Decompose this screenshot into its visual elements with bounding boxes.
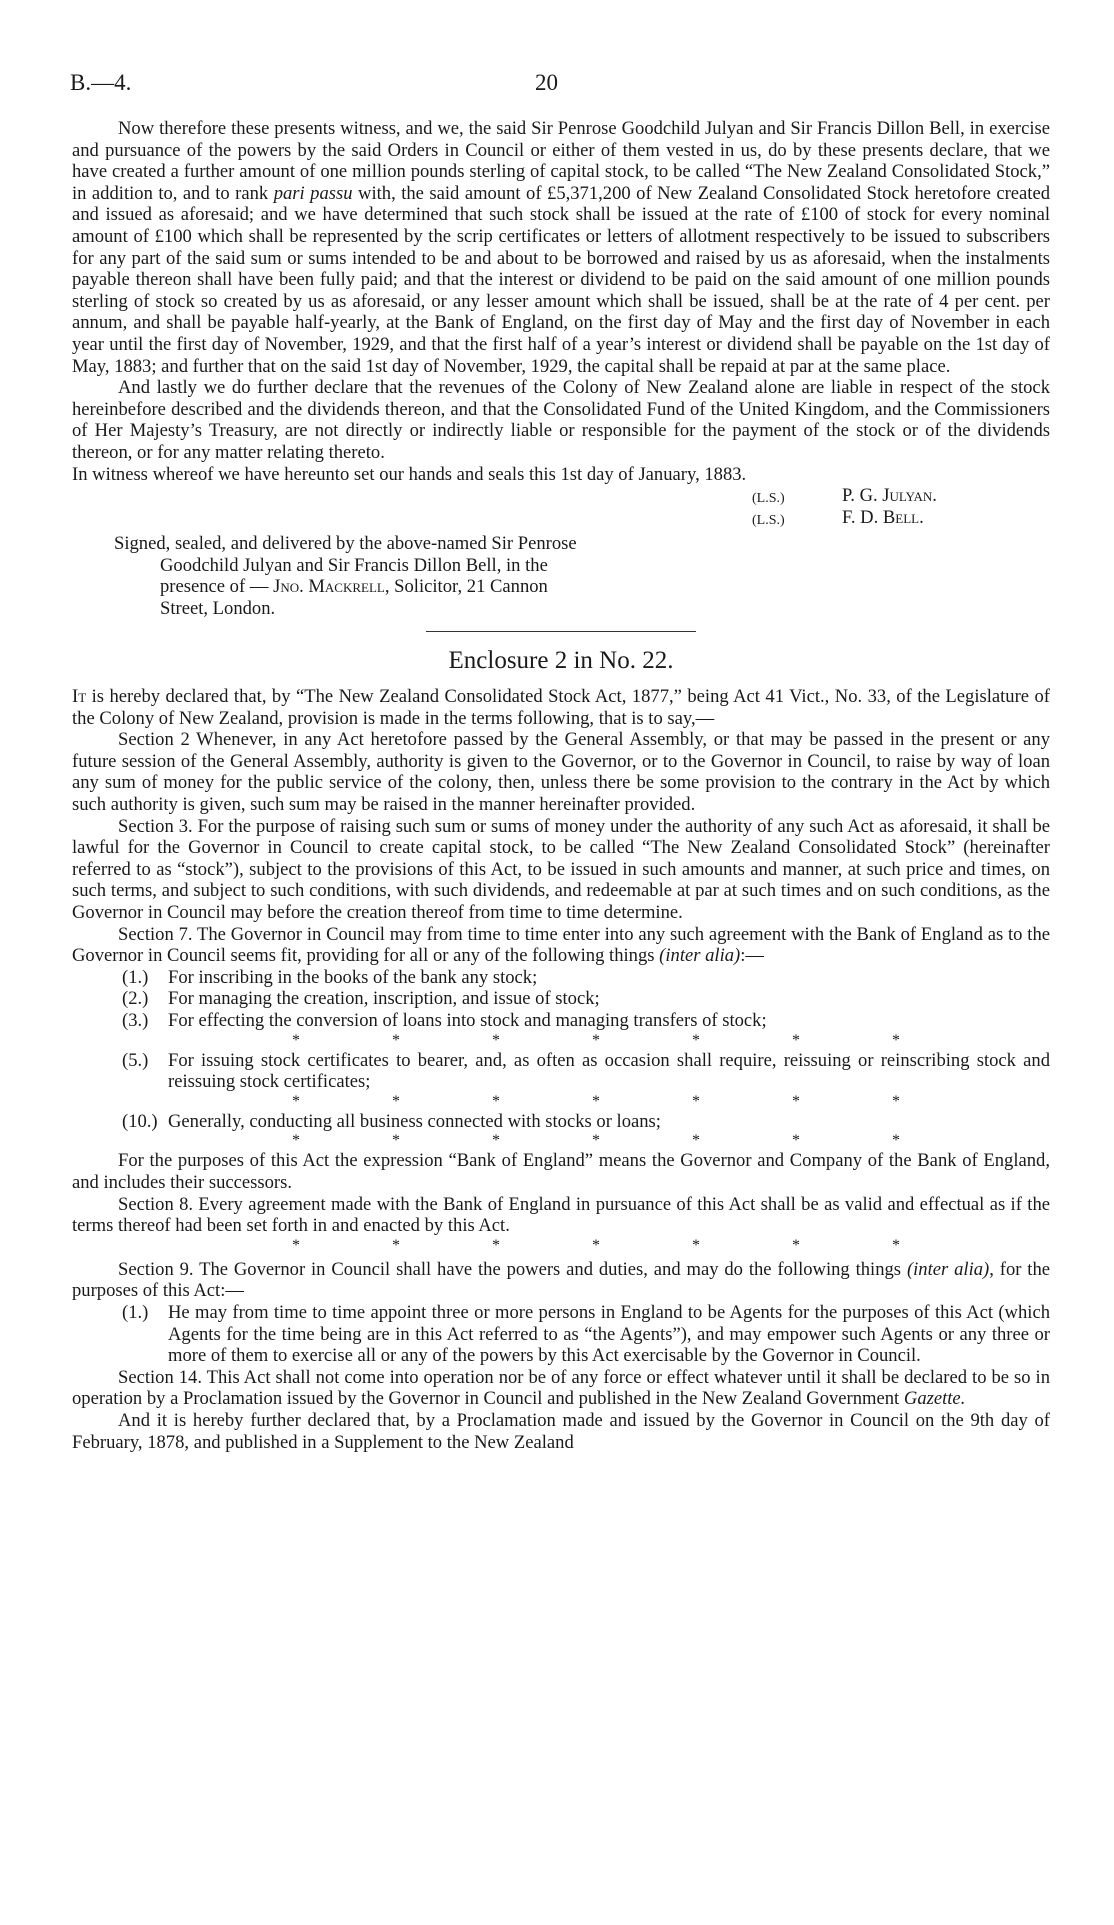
section-7 — [72, 924, 1050, 967]
list-item — [72, 1111, 1050, 1133]
section-9 — [72, 1259, 1050, 1302]
asterisk: * — [492, 1092, 500, 1110]
asterisk: * — [292, 1092, 300, 1110]
asterisk: * — [892, 1132, 900, 1150]
paragraph-liability: And lastly we do further declare that the revenues of the Colony of New Zealand alone are liable in respect of the stock hereinbefore described and the dividends thereon, and that the Consolidated Fund of the United Kingdom, and the Commissioners of Her Majesty’s Treasury, are not directly or indirectly liable or responsible for the payment of the stock or of the dividends thereon, or for any matter relating thereto. — [72, 377, 1050, 463]
asterisk: * — [392, 1132, 400, 1150]
signed-line-part: Solicitor, 21 Cannon — [394, 576, 548, 598]
asterisk: * — [592, 1132, 600, 1150]
asterisk: * — [492, 1031, 500, 1049]
signed-line — [114, 576, 714, 598]
document-body — [72, 118, 1050, 1453]
list-item-text: For managing the creation, inscription, and issue of stock; — [168, 988, 600, 1010]
seal-label: (L.S.) — [752, 491, 785, 507]
signed-line-part: presence of — — [160, 576, 269, 598]
signature-block — [72, 485, 1050, 617]
page-number: 20 — [535, 70, 558, 95]
asterisk: * — [492, 1236, 500, 1254]
asterisk: * — [792, 1132, 800, 1150]
section-14-text: Section 14. This Act shall not come into operation nor be of any force or effect whatever until it shall be declared to be so in operation by a Proclamation issued by the Governor in Council and published in the New Zealand Government — [72, 1366, 1050, 1410]
paragraph-declaration-text: Now therefore these presents witness, and we, the said Sir Penrose Goodchild Julyan and Sir Francis Dillon Bell, in exercise and pursuance of the powers by the said Orders in Council or either of them vested in us, do by these presents declare, that we have created a further amount of one million pounds sterling of capital stock, to be called “The New Zealand Consolidated Stock,” in addition to, and to rank — [72, 118, 1050, 204]
asterisk: * — [592, 1092, 600, 1110]
asterisk: * — [692, 1132, 700, 1150]
list-item-text: For issuing stock certificates to bearer, and, as often as occasion shall require, reissuing or reinscribing stock and reissuing stock certificates; — [168, 1049, 1050, 1093]
list-item-text: He may from time to time appoint three or more persons in England to be Agents for the purposes of this Act (which Agents for the time being are in this Act referred to as “the Agents”), and may empower such Agents or any three or more of them to exercise all or any of the powers by this Act exercisable by the Governor in Council. — [168, 1301, 1050, 1367]
asterisk: * — [392, 1092, 400, 1110]
omission-asterisks — [72, 1132, 1050, 1150]
signed-line: Goodchild Julyan and Sir Francis Dillon Bell, in the — [160, 554, 548, 576]
enclosure-heading: Enclosure 2 in No. 22. — [448, 647, 674, 675]
list-item-text: For inscribing in the books of the bank any stock; — [168, 966, 538, 988]
asterisk: * — [592, 1031, 600, 1049]
italic-gazette: Gazette. — [903, 1388, 966, 1410]
signed-line: Street, London. — [160, 597, 276, 619]
asterisk: * — [792, 1031, 800, 1049]
section-9-text: Section 9. The Governor in Council shall have the powers and duties, and may do the following things — [118, 1258, 902, 1280]
series-number: B.—4. — [70, 70, 132, 95]
signed-sealed-delivered — [114, 533, 714, 619]
list-item — [72, 967, 1050, 989]
list-item — [72, 1050, 1050, 1093]
asterisk: * — [392, 1236, 400, 1254]
enclosure-intro — [72, 686, 1050, 729]
list-item-label: (10.) — [122, 1110, 158, 1132]
section-9-end: , for the purposes of this Act:— — [72, 1258, 1051, 1302]
asterisk: * — [692, 1031, 700, 1049]
section-7-text: Section 7. The Governor in Council may from time to time enter into any such agreement with the Bank of England as to the Governor in Council seems fit, providing for all or any of the following things — [72, 923, 1050, 967]
asterisk: * — [292, 1031, 300, 1049]
paragraph-declaration-rest: with, the said amount of £5,371,200 of New Zealand Consolidated Stock heretofore created and issued as aforesaid; and we have determined that such stock shall be issued at the rate of £100 of stock for every nominal amount of £100 which shall be represented by the scrip certificates or letters of allotment respectively to be issued to subscribers for any part of the said sum or sums intended to be and about to be borrowed and raised by us as aforesaid, when the instalments payable thereon shall have been fully paid; and that the interest or dividend to be paid on the said amount of one million pounds sterling of stock so created by us as aforesaid, or any lesser amount which shall be issued, shall be at the rate of 4 per cent. per annum, and shall be payable half-yearly, at the Bank of England, on the first day of May and the first day of November in each year until the first day of November, 1929, and that the first half of a year’s interest or dividend shall be payable on the 1st day of May, 1883; and further that on the said 1st day of November, 1929, the capital shall be repaid at par at the same place. — [72, 182, 1050, 377]
witness-line: In witness whereof we have hereunto set our hands and seals this 1st day of January, 1883. — [72, 463, 747, 485]
list-item — [72, 1010, 1050, 1032]
list-item-text: For effecting the conversion of loans into stock and managing transfers of stock; — [168, 1010, 767, 1031]
asterisk: * — [492, 1132, 500, 1150]
signed-line: Signed, sealed, and delivered by the above-named Sir Penrose — [114, 533, 577, 555]
asterisk: * — [692, 1092, 700, 1110]
asterisk: * — [792, 1236, 800, 1254]
asterisk: * — [592, 1236, 600, 1254]
section-3: Section 3. For the purpose of raising such sum or sums of money under the authority of any such Act as aforesaid, it shall be lawful for the Governor in Council to create capital stock, to be called “The New Zealand Consolidated Stock” (hereinafter referred to as “stock”), subject to the provisions of this Act, to be issued in such amounts and manner, at such price and times, on such terms, and subject to such conditions, with such dividends, and redeemable at par at such times and on such conditions, as the Governor in Council may before the creation thereof from time to time determine. — [72, 815, 1050, 924]
asterisk: * — [892, 1031, 900, 1049]
asterisk: * — [292, 1236, 300, 1254]
asterisk: * — [392, 1031, 400, 1049]
signatory-name: F. D. Bell. — [842, 507, 924, 529]
list-item-label: (1.) — [122, 966, 149, 988]
asterisk: * — [892, 1092, 900, 1110]
list-item-text: Generally, conducting all business connected with stocks or loans; — [168, 1110, 661, 1132]
omission-asterisks — [72, 1093, 1050, 1111]
page-header — [70, 70, 1050, 100]
list-item-label: (3.) — [122, 1010, 149, 1031]
signature-row — [752, 485, 1052, 507]
asterisk: * — [792, 1092, 800, 1110]
italic-inter-alia: (inter alia) — [659, 945, 741, 967]
seal-label: (L.S.) — [752, 513, 785, 529]
section-14 — [72, 1367, 1050, 1410]
italic-pari-passu: pari passu — [273, 182, 353, 204]
omission-asterisks — [72, 1237, 1050, 1255]
italic-inter-alia: (inter alia) — [906, 1258, 990, 1280]
final-paragraph: And it is hereby further declared that, by a Proclamation made and issued by the Governor in Council on the 9th day of February, 1878, and published in a Supplement to the New Zealand — [72, 1409, 1050, 1453]
bank-definition: For the purposes of this Act the expression “Bank of England” means the Governor and Company of the Bank of England, and includes their successors. — [72, 1150, 1050, 1193]
omission-asterisks — [72, 1032, 1050, 1050]
paragraph-declaration — [72, 118, 1050, 377]
section-divider — [426, 631, 696, 632]
intro-text: is hereby declared that, by “The New Zealand Consolidated Stock Act, 1877,” being Act 41 Vict., No. 33, of the Legislature of the Colony of New Zealand, provision is made in the terms following, that is to say,— — [72, 686, 1050, 729]
list-item-label: (1.) — [122, 1301, 149, 1323]
asterisk: * — [892, 1236, 900, 1254]
section-2: Section 2 Whenever, in any Act heretofore passed by the General Assembly, or that may be passed in the present or any future session of the General Assembly, authority is given to the Governor, or to the Governor in Council, to raise by way of loan any sum of money for the public service of the colony, then, unless there be some provision to the contrary in the Act by which such authority is given, such sum may be raised in the manner hereinafter provided. — [72, 729, 1050, 816]
intro-initial: It — [72, 686, 87, 708]
list-item-label: (2.) — [122, 988, 149, 1010]
asterisk: * — [292, 1132, 300, 1150]
section-7-end: :— — [740, 945, 765, 967]
solicitor-name: Jno. Mackrell, — [273, 576, 390, 598]
list-item-label: (5.) — [122, 1049, 149, 1071]
signatory-name: P. G. Julyan. — [842, 485, 937, 507]
section-8: Section 8. Every agreement made with the Bank of England in pursuance of this Act shall be as valid and effectual as if the terms thereof had been set forth in and enacted by this Act. — [72, 1193, 1050, 1237]
list-item — [72, 1302, 1050, 1367]
list-item — [72, 988, 1050, 1010]
signature-row — [752, 507, 1052, 529]
asterisk: * — [692, 1236, 700, 1254]
